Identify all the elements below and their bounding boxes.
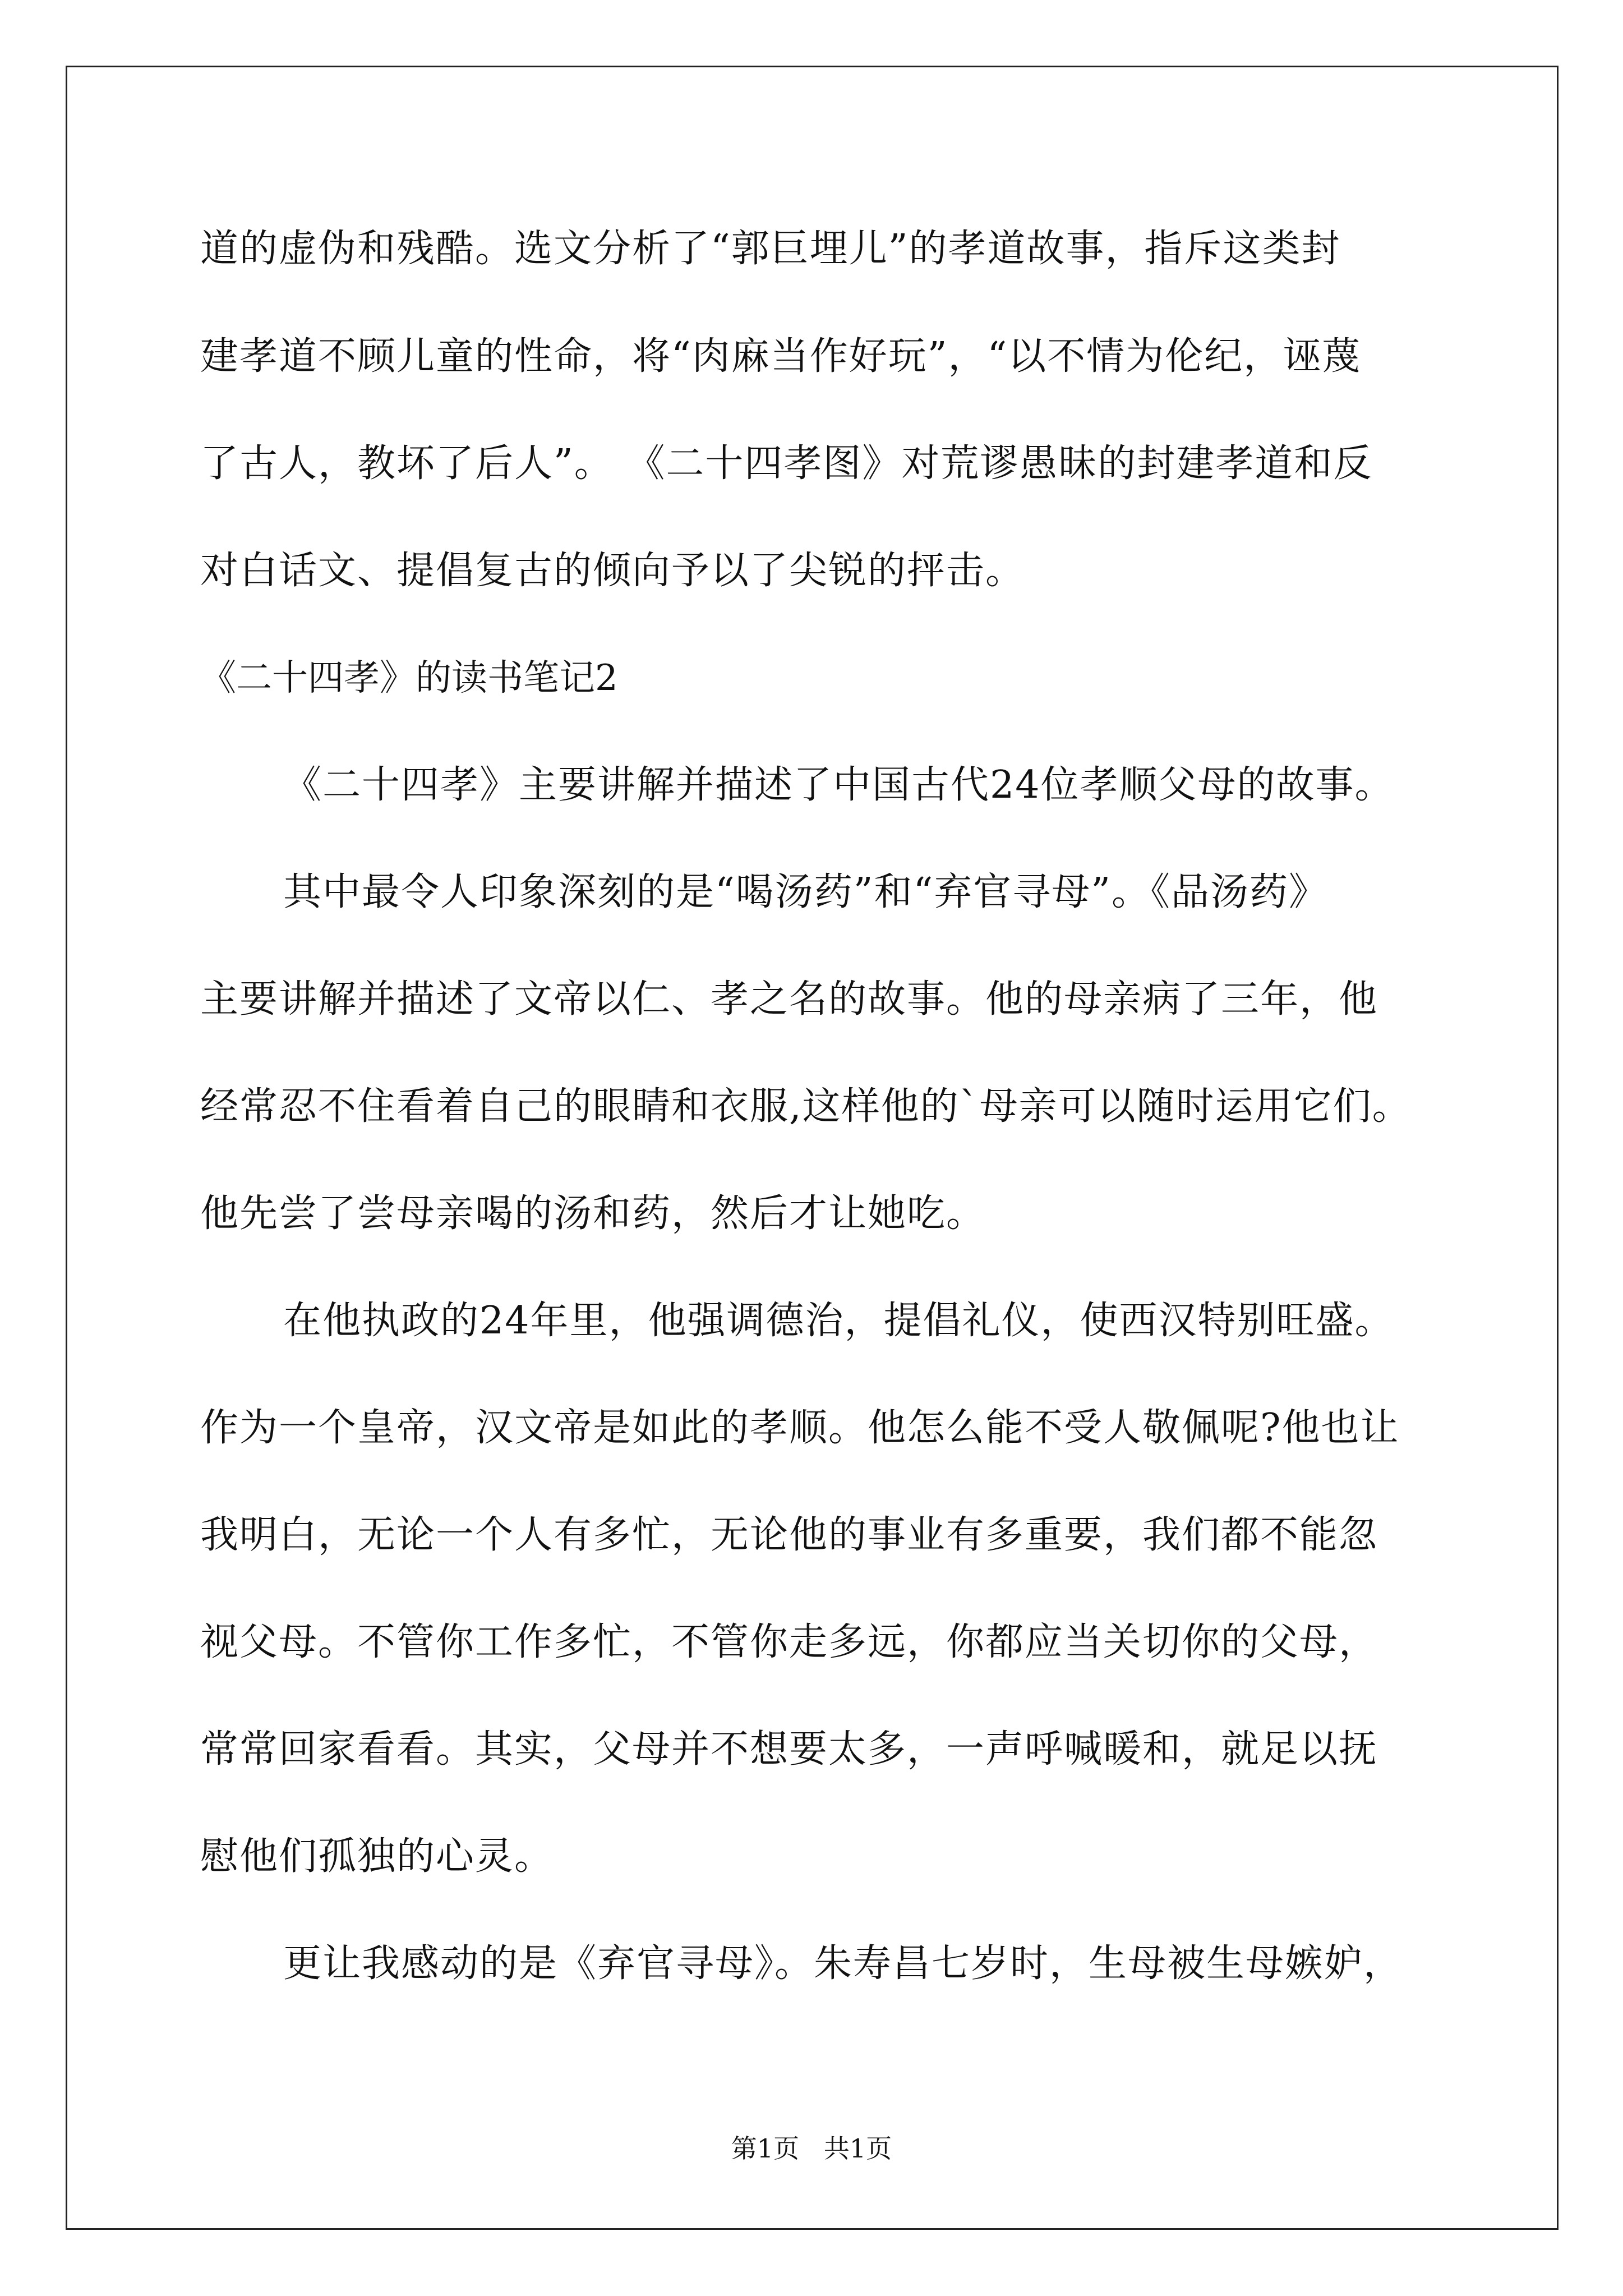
text-line: 慰他们孤独的心灵。	[200, 1834, 554, 1879]
text-line: 其中最令人印象深刻的是“喝汤药”和“弃官寻母”。《品汤药》	[283, 870, 1329, 914]
text-line: 他先尝了尝母亲喝的汤和药，然后才让她吃。	[200, 1191, 986, 1236]
page-footer: 第1页 共1页	[731, 2133, 892, 2164]
text-line: 了古人，教坏了后人”。 《二十四孝图》对荒谬愚昧的封建孝道和反	[200, 441, 1373, 486]
text-line: 经常忍不住看着自己的眼睛和衣服,这样他的`母亲可以随时运用它们。	[200, 1084, 1412, 1129]
text-line: 在他执政的24年里，他强调德治，提倡礼仪，使西汉特别旺盛。	[283, 1299, 1394, 1343]
text-line: 《二十四孝》主要讲解并描述了中国古代24位孝顺父母的故事。	[283, 763, 1394, 807]
text-line: 作为一个皇帝，汉文帝是如此的孝顺。他怎么能不受人敬佩呢?他也让	[200, 1406, 1400, 1450]
page-border	[66, 66, 1559, 2230]
text-line: 更让我感动的是《弃官寻母》。朱寿昌七岁时，生母被生母嫉妒，	[283, 1941, 1403, 1986]
text-line: 常常回家看看。其实，父母并不想要太多，一声呼喊暖和，就足以抚	[200, 1727, 1378, 1772]
text-line: 视父母。不管你工作多忙，不管你走多远，你都应当关切你的父母，	[200, 1620, 1378, 1664]
section-heading: 《二十四孝》的读书笔记2	[200, 657, 618, 699]
text-line: 对白话文、提倡复古的倾向予以了尖锐的抨击。	[200, 549, 1025, 593]
text-line: 主要讲解并描述了文帝以仁、孝之名的故事。他的母亲病了三年，他	[200, 977, 1378, 1022]
text-line: 建孝道不顾儿童的性命，将“肉麻当作好玩”，“以不情为伦纪，诬蔑	[200, 334, 1362, 379]
text-line: 道的虚伪和残酷。选文分析了“郭巨埋儿”的孝道故事，指斥这类封	[200, 227, 1341, 271]
text-line: 我明白，无论一个人有多忙，无论他的事业有多重要，我们都不能忽	[200, 1513, 1378, 1557]
